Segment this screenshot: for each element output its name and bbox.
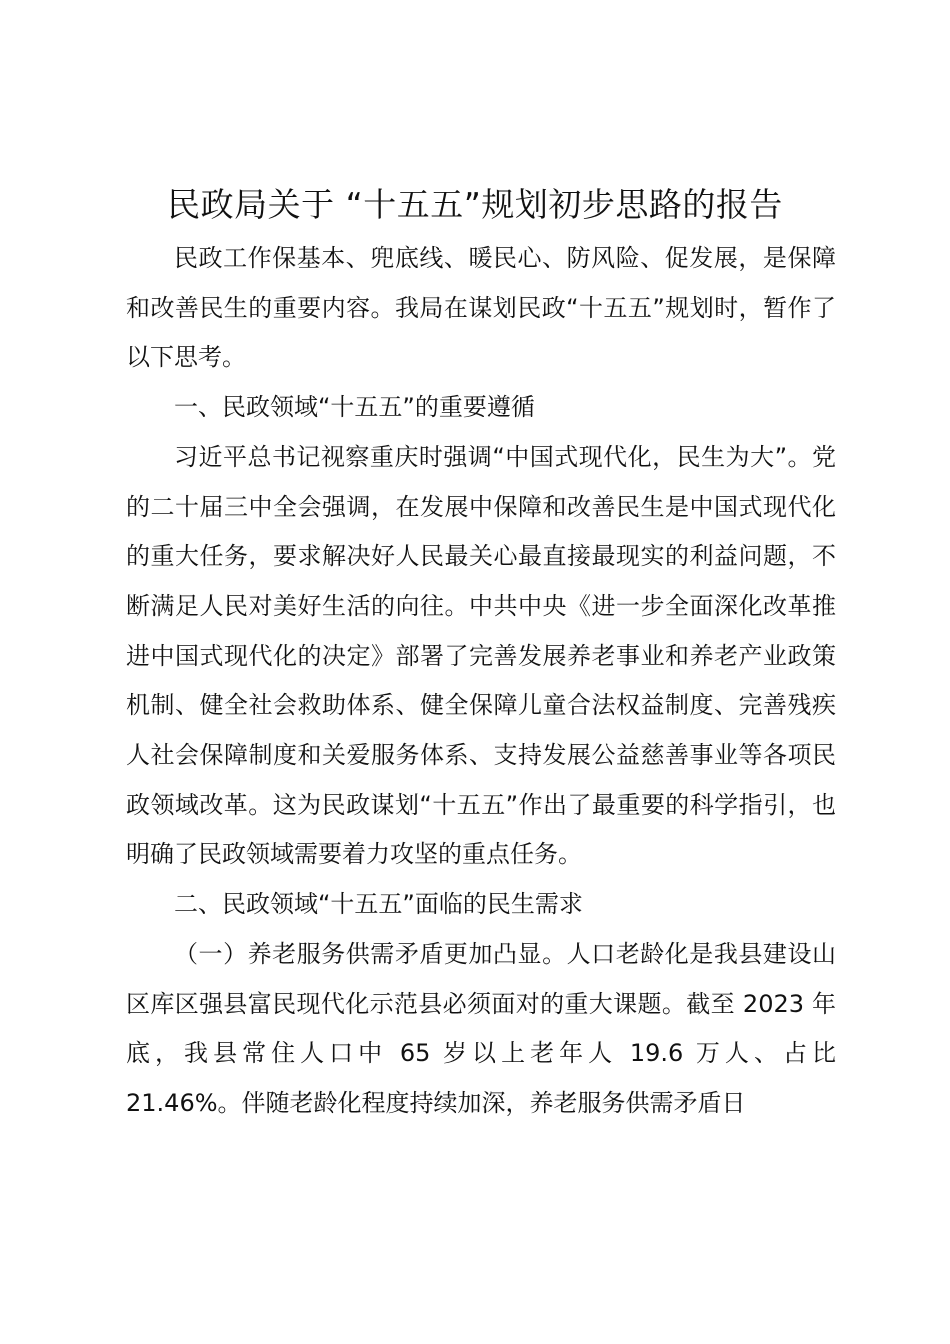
subsection-1-paragraph: （一）养老服务供需矛盾更加凸显。人口老龄化是我县建设山区库区强县富民现代化示范县必须面对的重大课题。截至 2023 年底，我县常住人口中 65 岁以上老年人 19.6 万人、占比 21.46%。伴随老龄化程度持续加深，养老服务供需矛盾日 — [126, 939, 836, 1117]
document-body — [126, 234, 836, 1129]
document-title: 民政局关于 “十五五”规划初步思路的报告 — [167, 185, 783, 224]
section-heading-1: 一、民政领域“十五五”的重要遵循 — [174, 393, 535, 422]
intro-paragraph: 民政工作保基本、兜底线、暖民心、防风险、促发展，是保障和改善民生的重要内容。我局在谋划民政“十五五”规划时，暂作了以下思考。 — [126, 244, 836, 372]
section-heading-2: 二、民政领域“十五五”面临的民生需求 — [174, 890, 583, 919]
section-1-paragraph: 习近平总书记视察重庆时强调“中国式现代化，民生为大”。党的二十届三中全会强调，在发展中保障和改善民生是中国式现代化的重大任务，要求解决好人民最关心最直接最现实的利益问题，不断满足人民对美好生活的向往。中共中央《进一步全面深化改革推进中国式现代化的决定》部署了完善发展养老事业和养老产业政策机制、健全社会救助体系、健全保障儿童合法权益制度、完善残疾人社会保障制度和关爱服务体系、支持发展公益慈善事业等各项民政领域改革。这为民政谋划“十五五”作出了最重要的科学指引，也明确了民政领域需要着力攻坚的重点任务。 — [126, 442, 836, 869]
